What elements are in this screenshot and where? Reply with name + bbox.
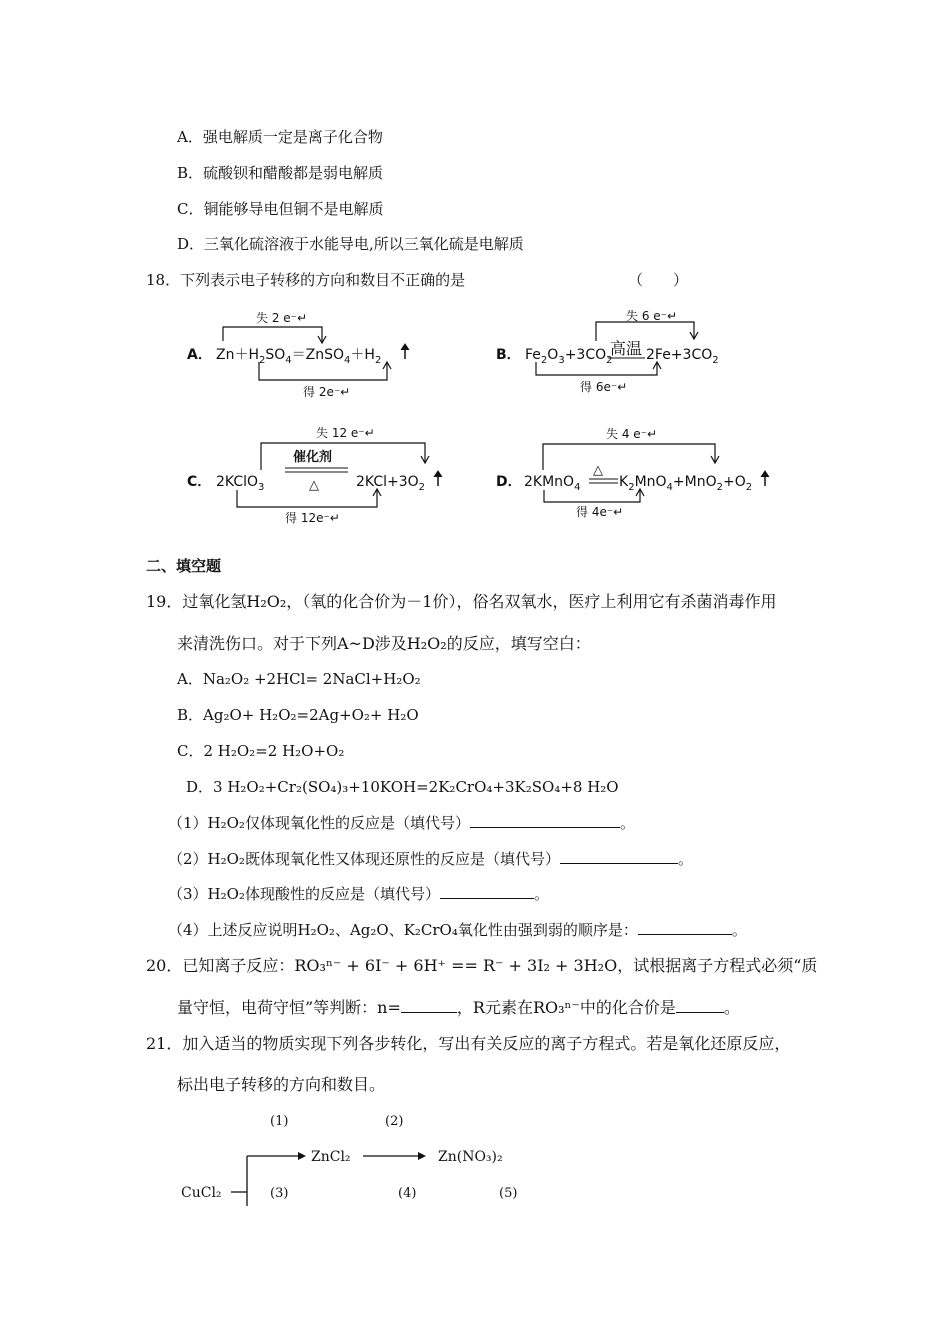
q19-sub1-text: （1）H₂O₂仅体现氧化性的反应是（填代号）	[168, 814, 470, 832]
q18-diagram-c	[187, 425, 442, 525]
q21-step4-label: (4)	[398, 1186, 417, 1201]
q18-diagrams	[0, 0, 950, 540]
q19-sub3-end: 。	[533, 885, 549, 903]
section-title-fill-in: 二、填空题	[146, 557, 222, 575]
q17-option-b: B．硫酸钡和醋酸都是弱电解质	[177, 164, 384, 182]
q18-a-label: A．	[187, 347, 212, 363]
q18-stem: 18．下列表示电子转移的方向和数目不正确的是	[146, 271, 466, 289]
q18-d-label: D．	[496, 474, 522, 490]
q18-a-equation: $Zn+H_2SO_4=ZnSO_4+H_2$	[216, 347, 382, 366]
q19-sub4-answer-blank[interactable]	[638, 920, 732, 935]
q19-reaction-d: D．3 H₂O₂+Cr₂(SO₄)₃+10KOH=2K₂CrO₄+3K₂SO₄+8 H₂O	[186, 778, 619, 796]
q19-sub2-answer-blank[interactable]	[560, 849, 678, 864]
heat-triangle-icon: △	[309, 478, 319, 493]
q18-b-label: B．	[496, 347, 521, 363]
q18-c-label: C．	[187, 474, 212, 490]
q19-reaction-a: A．Na₂O₂ +2HCl= 2NaCl+H₂O₂	[177, 670, 421, 688]
q18-c-top-label: 失 12 e⁻↵	[316, 426, 375, 440]
q17-option-a: A．强电解质一定是离子化合物	[177, 128, 383, 146]
q21-stem-line2: 标出电子转移的方向和数目。	[177, 1075, 386, 1094]
q17-option-d: D．三氧化硫溶液于水能导电,所以三氧化硫是电解质	[177, 235, 524, 253]
q18-d-bottom-label: 得 4e⁻↵	[576, 505, 624, 519]
q19-stem-line1: 19．过氧化氢H₂O₂，（氧的化合价为－1价），俗名双氧水，医疗上利用它有杀菌消毒作用	[146, 592, 777, 611]
q21-step2-label: (2)	[385, 1114, 404, 1129]
q19-sub2-text: （2）H₂O₂既体现氧化性又体现还原性的反应是（填代号）	[168, 850, 560, 868]
q18-diagram-b	[496, 308, 719, 394]
q20-valence-answer-blank[interactable]	[676, 998, 724, 1013]
q19-sub3-text: （3）H₂O₂体现酸性的反应是（填代号）	[168, 885, 440, 903]
heat-triangle-icon: △	[593, 463, 603, 478]
q20-line2-part2: ，R元素在RO₃ⁿ⁻中的化合价是	[456, 998, 676, 1017]
q20-n-answer-blank[interactable]	[401, 998, 457, 1013]
q19-sub1-answer-blank[interactable]	[470, 813, 620, 828]
q20-line2-end: 。	[723, 998, 740, 1017]
q21-stem-line1: 21．加入适当的物质实现下列各步转化，写出有关反应的离子方程式。若是氧化还原反应，	[146, 1034, 791, 1053]
q20-stem-line2	[177, 998, 740, 1018]
q19-sub4-text: （4）上述反应说明H₂O₂、Ag₂O、K₂CrO₄氧化性由强到弱的顺序是：	[168, 921, 638, 939]
q18-d-equation-left: 2KMnO$_4$	[524, 474, 581, 493]
q19-reaction-c: C．2 H₂O₂=2 H₂O+O₂	[177, 742, 345, 760]
q18-a-top-label: 失 2 e⁻↵	[256, 311, 308, 325]
q21-step3-label: (3)	[270, 1186, 289, 1201]
q18-diagram-a	[187, 310, 409, 399]
q18-b-equation-left: $Fe_2O_3+3CO_2$	[525, 347, 613, 366]
q21-cucl2: CuCl₂	[181, 1185, 222, 1201]
q18-d-equation-right: $K_2MnO_4+MnO_2+O_2$	[619, 474, 753, 493]
q19-sub1	[168, 813, 635, 833]
q19-sub4-end: 。	[731, 921, 747, 939]
q19-sub3-answer-blank[interactable]	[440, 884, 534, 899]
q20-stem-line1: 20．已知离子反应：RO₃ⁿ⁻ + 6I⁻ + 6H⁺ == R⁻ + 3I₂ + 3H₂O，试根据离子方程式必须“质	[146, 956, 818, 975]
q21-zncl2: ZnCl₂	[311, 1149, 351, 1165]
q17-option-c: C．铜能够导电但铜不是电解质	[177, 200, 384, 218]
q18-b-condition: 高温	[610, 339, 643, 358]
q18-c-equation-left: 2KClO$_3$	[216, 474, 265, 493]
q18-c-equation-right: $2KCl+3O_2$	[356, 474, 426, 493]
q19-reaction-b: B．Ag₂O+ H₂O₂=2Ag+O₂+ H₂O	[177, 706, 419, 724]
q18-b-bottom-label: 得 6e⁻↵	[580, 380, 628, 394]
q18-a-bottom-label: 得 2e⁻↵	[303, 385, 351, 399]
q18-diagram-d	[496, 426, 769, 519]
q19-sub4	[168, 920, 747, 940]
q19-stem-line2: 来清洗伤口。对于下列A~D涉及H₂O₂的反应，填写空白：	[177, 634, 591, 653]
q19-sub2	[168, 849, 693, 869]
q19-sub2-end: 。	[677, 850, 693, 868]
q18-answer-paren: （ ）	[628, 271, 689, 289]
q20-line2-part1: 量守恒，电荷守恒”等判断：n=	[177, 998, 401, 1017]
q21-znno3: Zn(NO₃)₂	[438, 1149, 503, 1165]
q18-b-equation-right: $2Fe+3CO_2$	[646, 347, 719, 366]
q21-step1-label: (1)	[270, 1114, 289, 1129]
q21-step5-label: (5)	[499, 1186, 518, 1201]
q18-b-top-label: 失 6 e⁻↵	[626, 309, 678, 323]
q18-c-catalyst: 催化剂	[293, 450, 333, 465]
q19-sub3	[168, 884, 549, 904]
q19-sub1-end: 。	[619, 814, 635, 832]
q18-c-bottom-label: 得 12e⁻↵	[285, 511, 340, 525]
q18-d-top-label: 失 4 e⁻↵	[606, 427, 658, 441]
